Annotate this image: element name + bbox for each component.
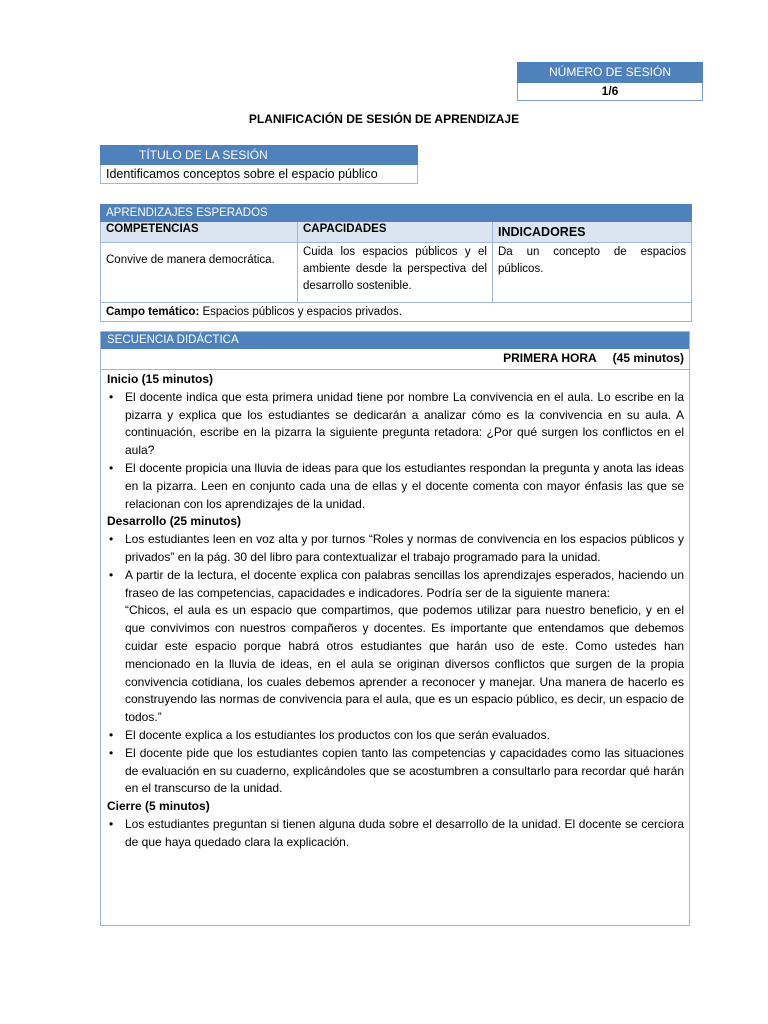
list-item <box>125 567 684 727</box>
list-item: • Los estudiantes preguntan si tienen alguna duda sobre el desarrollo de la unidad. El docente se cerciora de que haya quedado clara la explicación. <box>125 816 684 852</box>
list-item: • El docente propicia una lluvia de ideas para que los estudiantes respondan la pregunta y anota las ideas en la pizarra. Leen en conjunto cada una de ellas y el docente comenta con mayor énfasis las que se relacionan con los aprendizajes de la unidad. <box>125 460 684 513</box>
campo-tematico-label: Campo temático: <box>106 306 200 318</box>
inicio-title: Inicio (15 minutos) <box>107 372 214 386</box>
capacidad-cell: Cuida los espacios públicos y el ambiente desde la perspectiva del desarrollo sostenible. <box>298 243 493 303</box>
list-item: • El docente indica que esta primera unidad tiene por nombre La convivencia en el aula. Lo escribe en la pizarra y explica que los estudiantes se dedicarán a analizar cómo es la convivencia en su aula. A continuación, escribe en la pizarra la siguiente pregunta retadora: ¿Por qué surgen los conflictos en el aula? <box>125 389 684 460</box>
inicio-list <box>107 389 684 514</box>
example-quote: “Chicos, el aula es un espacio que compartimos, que podemos utilizar para nuestro beneficio, y en el que convivimos con nuestros compañeros y docentes. Es importante que entendamos que debemos cuidar este espacio porque habrá otros estudiantes que harán uso de este. Como ustedes han mencionado en la lluvia de ideas, en el aula se originan diversos conflictos que surgen de la propia convivencia cotidiana, los cuales debemos aprender a reconocer y manejar. Una manera de hacerlo es construyendo las normas de convivencia para el aula, que es un espacio público, es decir, un espacio de todos.” <box>125 603 684 725</box>
indicadores-header: INDICADORES <box>493 222 692 243</box>
secuencia-section-header: SECUENCIA DIDÁCTICA <box>101 332 689 349</box>
secuencia-didactica <box>100 331 690 926</box>
capacidades-header: CAPACIDADES <box>298 222 493 243</box>
session-number-value: 1/6 <box>517 83 703 101</box>
cierre-title: Cierre (5 minutos) <box>107 799 210 814</box>
indicador-cell: Da un concepto de espacios públicos. <box>493 243 692 303</box>
competencia-cell: Convive de manera democrática. <box>101 243 298 303</box>
cierre-list <box>107 816 684 852</box>
hora-label: PRIMERA HORA <box>503 351 597 365</box>
campo-tematico <box>101 303 692 322</box>
primera-hora-row <box>101 349 689 370</box>
desarrollo-list <box>107 531 684 798</box>
session-title-box <box>100 145 418 184</box>
list-item: • El docente pide que los estudiantes copien tanto las competencias y capacidades como las situaciones de evaluación en su cuaderno, explicándoles que se acostumbren a consultarlo para recordar qué harán en el transcurso de la unidad. <box>125 745 684 798</box>
list-item: • El docente explica a los estudiantes los productos con los que serán evaluados. <box>125 727 684 745</box>
session-number-label: NÚMERO DE SESIÓN <box>517 62 703 83</box>
session-title-value: Identificamos conceptos sobre el espacio público <box>100 165 418 184</box>
competencias-header: COMPETENCIAS <box>101 222 298 243</box>
list-item: • Los estudiantes leen en voz alta y por turnos “Roles y normas de convivencia en los espacios públicos y privados” en la pág. 30 del libro para contextualizar el trabajo programado para la unidad. <box>125 531 684 567</box>
desarrollo-title: Desarrollo (25 minutos) <box>107 514 242 529</box>
hora-duration: (45 minutos) <box>612 351 684 365</box>
document-title: PLANIFICACIÓN DE SESIÓN DE APRENDIZAJE <box>248 112 520 126</box>
aprendizajes-section-header: APRENDIZAJES ESPERADOS <box>101 205 692 222</box>
session-number-box <box>517 62 703 101</box>
list-item-text: • A partir de la lectura, el docente explica con palabras sencillas los aprendizajes esperados, haciendo un fraseo de las competencias, capacidades e indicadores. Podría ser de la siguiente manera: <box>125 567 684 600</box>
campo-tematico-value: Espacios públicos y espacios privados. <box>199 306 402 318</box>
secuencia-body <box>101 370 689 852</box>
session-title-label: TÍTULO DE LA SESIÓN <box>100 145 418 165</box>
aprendizajes-table <box>100 204 692 322</box>
